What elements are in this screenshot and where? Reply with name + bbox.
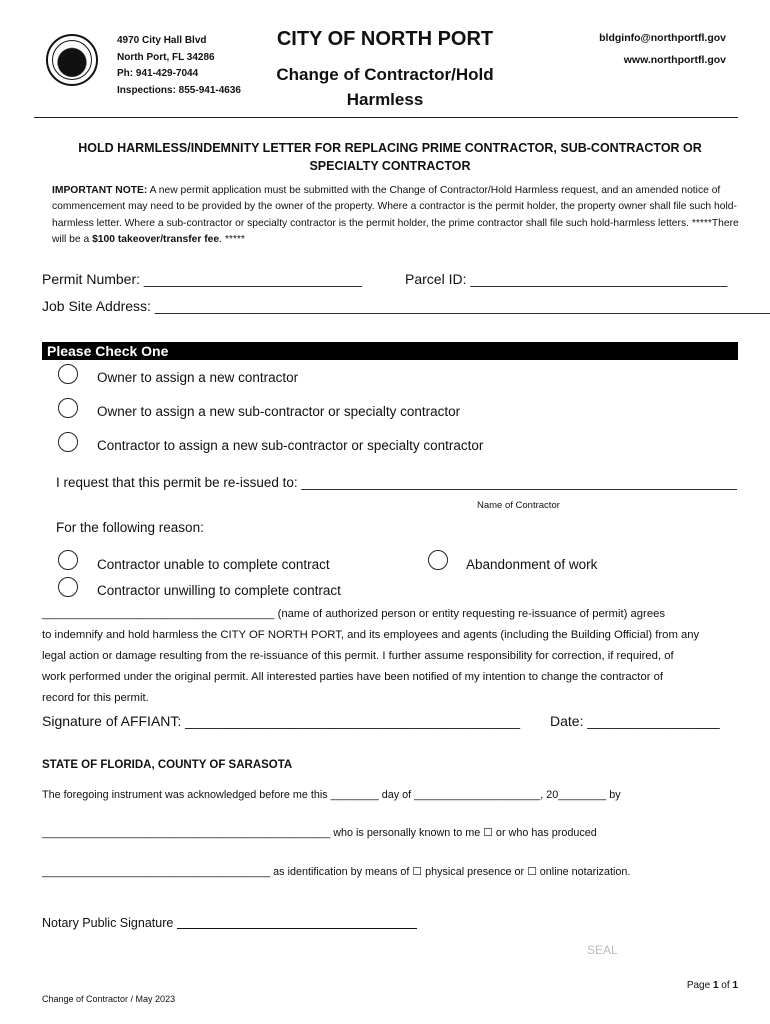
indemnity-line: to indemnify and hold harmless the CITY OF NORTH PORT, and its employees and agents (including the Building Official) from any: [42, 629, 700, 641]
page-prefix: Page: [686, 980, 713, 991]
address-street: 4970 City Hall Blvd: [117, 35, 207, 46]
option-owner-new-subcontractor: Owner to assign a new sub-contractor or specialty contractor: [97, 404, 461, 419]
indemnity-line[interactable]: _____________________________________ (name of authorized person or entity requesting re-issuance of permit) agrees: [42, 608, 666, 620]
ack-line-2[interactable]: ________________________________________________ who is personally known to me ☐ or who has produced: [42, 827, 597, 839]
signature-date-field[interactable]: Date: _________________: [550, 713, 720, 729]
option-owner-new-contractor: Owner to assign a new contractor: [97, 370, 299, 385]
affiant-signature-field[interactable]: Signature of AFFIANT: ___________________________________________: [42, 713, 520, 729]
radio-owner-new-contractor[interactable]: [58, 364, 78, 384]
header-divider: [34, 117, 738, 118]
name-of-contractor-caption: Name of Contractor: [477, 500, 560, 511]
option-contractor-unable: Contractor unable to complete contract: [97, 557, 330, 572]
radio-abandonment[interactable]: [428, 550, 448, 570]
page-total: 1: [732, 980, 738, 991]
form-title-line2: Harmless: [346, 90, 424, 109]
indemnity-line: record for this permit.: [42, 692, 149, 704]
note-fee: $100 takeover/transfer fee: [92, 233, 220, 245]
reason-label: For the following reason:: [56, 520, 204, 535]
indemnity-line: legal action or damage resulting from the re-issuance of this permit. I further assume responsibility for correction, if required, of: [42, 650, 674, 662]
option-contractor-new-subcontractor: Contractor to assign a new sub-contractor or specialty contractor: [97, 438, 484, 453]
state-county-heading: STATE OF FLORIDA, COUNTY OF SARASOTA: [42, 759, 293, 771]
letter-heading: [60, 139, 720, 175]
city-seal-logo: [46, 34, 98, 86]
letter-heading-line1: HOLD HARMLESS/INDEMNITY LETTER FOR REPLACING PRIME CONTRACTOR, SUB-CONTRACTOR OR: [78, 141, 702, 155]
parcel-id-field[interactable]: Parcel ID: _________________________________: [405, 271, 728, 287]
contact-info: [599, 27, 726, 71]
address-phone: Ph: 941-429-7044: [117, 68, 199, 79]
check-one-header: Please Check One: [42, 342, 738, 360]
address-inspections: Inspections: 855-941-4636: [117, 84, 241, 96]
option-contractor-unwilling: Contractor unwilling to complete contract: [97, 583, 341, 598]
radio-contractor-unwilling[interactable]: [58, 577, 78, 597]
city-title: CITY OF NORTH PORT: [276, 28, 494, 50]
option-abandonment: Abandonment of work: [466, 557, 598, 572]
ack-line-3[interactable]: ______________________________________ as identification by means of ☐ physical presence or ☐ online notarization.: [42, 866, 631, 878]
contact-email[interactable]: bldginfo@northportfl.gov: [599, 32, 726, 44]
notary-signature-line[interactable]: [177, 928, 417, 929]
important-note: [52, 183, 742, 248]
note-tail: . *****: [219, 233, 245, 245]
page-current: 1: [712, 980, 719, 991]
radio-owner-new-subcontractor[interactable]: [58, 398, 78, 418]
radio-contractor-unable[interactable]: [58, 550, 78, 570]
indemnity-line: work performed under the original permit. All interested parties have been notified of my intention to change the contractor of: [42, 671, 664, 683]
form-title-line1: Change of Contractor/Hold: [276, 65, 494, 84]
note-label: IMPORTANT NOTE:: [52, 185, 148, 196]
page-of: of: [718, 980, 733, 991]
note-text: A new permit application must be submitted with the Change of Contractor/Hold Harmless request, and an amended notice of commencement may need to be provided by the owner of the property. Where a contractor is the permit holder, the property owner shall file such hold-harmless letter. Where a sub-contractor or specialty contractor is the permit holder, the prime contractor shall file such hold-harmless letters. *****There will be a: [52, 185, 739, 245]
address-city: North Port, FL 34286: [117, 51, 215, 63]
indemnity-paragraph: [42, 604, 742, 709]
city-address: [117, 33, 241, 99]
ack-line-1[interactable]: The foregoing instrument was acknowledged before me this ________ day of _____________________, 20________ by: [42, 789, 621, 801]
permit-number-field[interactable]: Permit Number: ____________________________: [42, 271, 362, 287]
reissue-contractor-field[interactable]: I request that this permit be re-issued to: __________________________________________________________: [56, 475, 737, 490]
form-version-footer: Change of Contractor / May 2023: [42, 994, 176, 1004]
form-title: [250, 62, 520, 112]
notary-signature-label: Notary Public Signature: [42, 916, 174, 930]
letter-heading-line2: SPECIALTY CONTRACTOR: [309, 159, 471, 173]
contact-website[interactable]: www.northportfl.gov: [623, 54, 726, 66]
job-site-address-field[interactable]: Job Site Address: _______________________________________________________________________________: [42, 298, 770, 314]
seal-placeholder: SEAL: [587, 943, 618, 957]
page-number: [687, 980, 738, 991]
radio-contractor-new-subcontractor[interactable]: [58, 432, 78, 452]
